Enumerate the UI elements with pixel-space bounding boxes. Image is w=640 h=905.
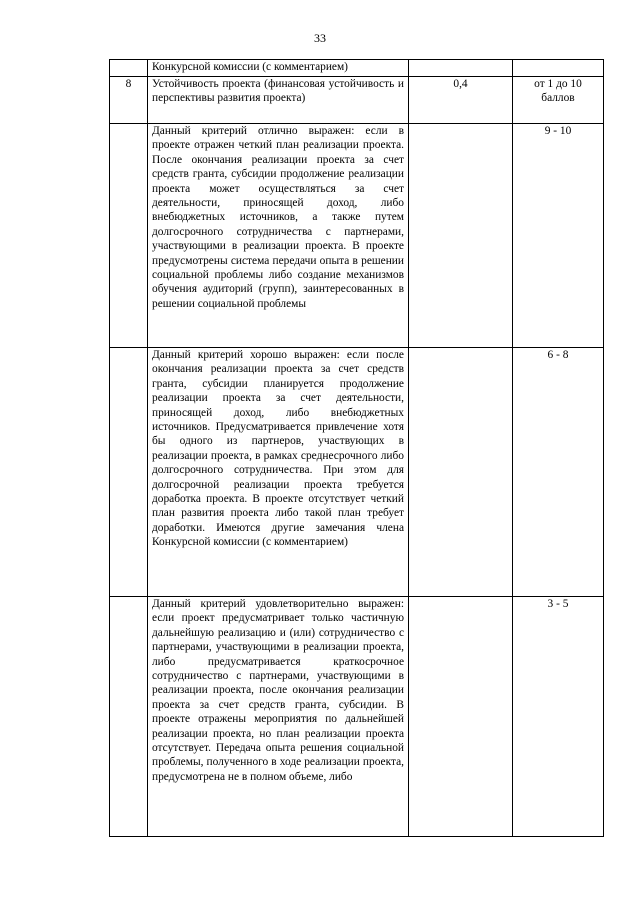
row-number-cell: 8 — [110, 77, 148, 124]
criterion-text: Данный критерий отлично выражен: если в проекте отражен четкий план реализации проекта. После окончания реализации проекта за счет средств гранта, субсидии продолжение реализации проекта может осуществляться за счет деятельности, приносящей доход, либо внебюджетных источников, а также путем долгосрочного сотрудничества с партнерами, участвующими в реализации проекта. В проекте предусмотрены система передачи опыта в решении социальной проблемы либо создание механизмов обучения аудиторий (групп), заинтересованных в решении социальной проблемы — [152, 125, 404, 310]
criterion-cell — [148, 348, 409, 597]
score-cell: от 1 до 10 баллов — [513, 77, 604, 124]
score-cell: 3 - 5 — [513, 597, 604, 837]
criterion-cell — [148, 60, 409, 77]
criterion-text: Устойчивость проекта (финансовая устойчивость и перспективы развития проекта) — [152, 78, 404, 105]
table-row — [110, 124, 604, 348]
table-row — [110, 60, 604, 77]
row-number-cell — [110, 348, 148, 597]
score-cell: 6 - 8 — [513, 348, 604, 597]
weight-cell — [409, 597, 513, 837]
score-cell: 9 - 10 — [513, 124, 604, 348]
page-number: 33 — [314, 31, 326, 45]
weight-cell — [409, 348, 513, 597]
criterion-text: Данный критерий удовлетворительно выражен: если проект предусматривает только частичную дальнейшую реализацию и (или) сотрудничество с партнерами, участвующими в реализации проекта, либо предусматривается краткосрочное сотрудничество с партнерами, участвующими в реализации проекта, после окончания реализации проекта за счет средств гранта, субсидии. В проекте отражены мероприятия по дальнейшей реализации проекта, но план реализации проекта отсутствует. Передача опыта решения социальной проблемы, полученного в ходе реализации проекта, предусмотрена не в полном объеме, либо — [152, 598, 404, 783]
criterion-text: Конкурсной комиссии (с комментарием) — [152, 61, 348, 73]
row-number-cell — [110, 597, 148, 837]
score-cell — [513, 60, 604, 77]
criterion-cell — [148, 77, 409, 124]
weight-cell — [409, 124, 513, 348]
criterion-text: Данный критерий хорошо выражен: если после окончания реализации проекта за счет средств гранта, субсидии планируется продолжение реализации проекта за счет деятельности, приносящей доход, либо внебюджетных источников. Предусматривается привлечение хотя бы одного из партнеров, участвующих в реализации проекта, в рамках среднесрочного либо долгосрочного сотрудничества. При этом для долгосрочной реализации проекта требуется доработка проекта. В проекте отсутствует четкий план развития проекта либо такой план требует доработки. Имеются другие замечания члена Конкурсной комиссии (с комментарием) — [152, 349, 404, 549]
weight-cell: 0,4 — [409, 77, 513, 124]
table-row — [110, 77, 604, 124]
table-row — [110, 348, 604, 597]
row-number-cell — [110, 60, 148, 77]
criterion-cell — [148, 597, 409, 837]
weight-cell — [409, 60, 513, 77]
criteria-table — [109, 59, 604, 837]
row-number-cell — [110, 124, 148, 348]
table-row — [110, 597, 604, 837]
criterion-cell — [148, 124, 409, 348]
